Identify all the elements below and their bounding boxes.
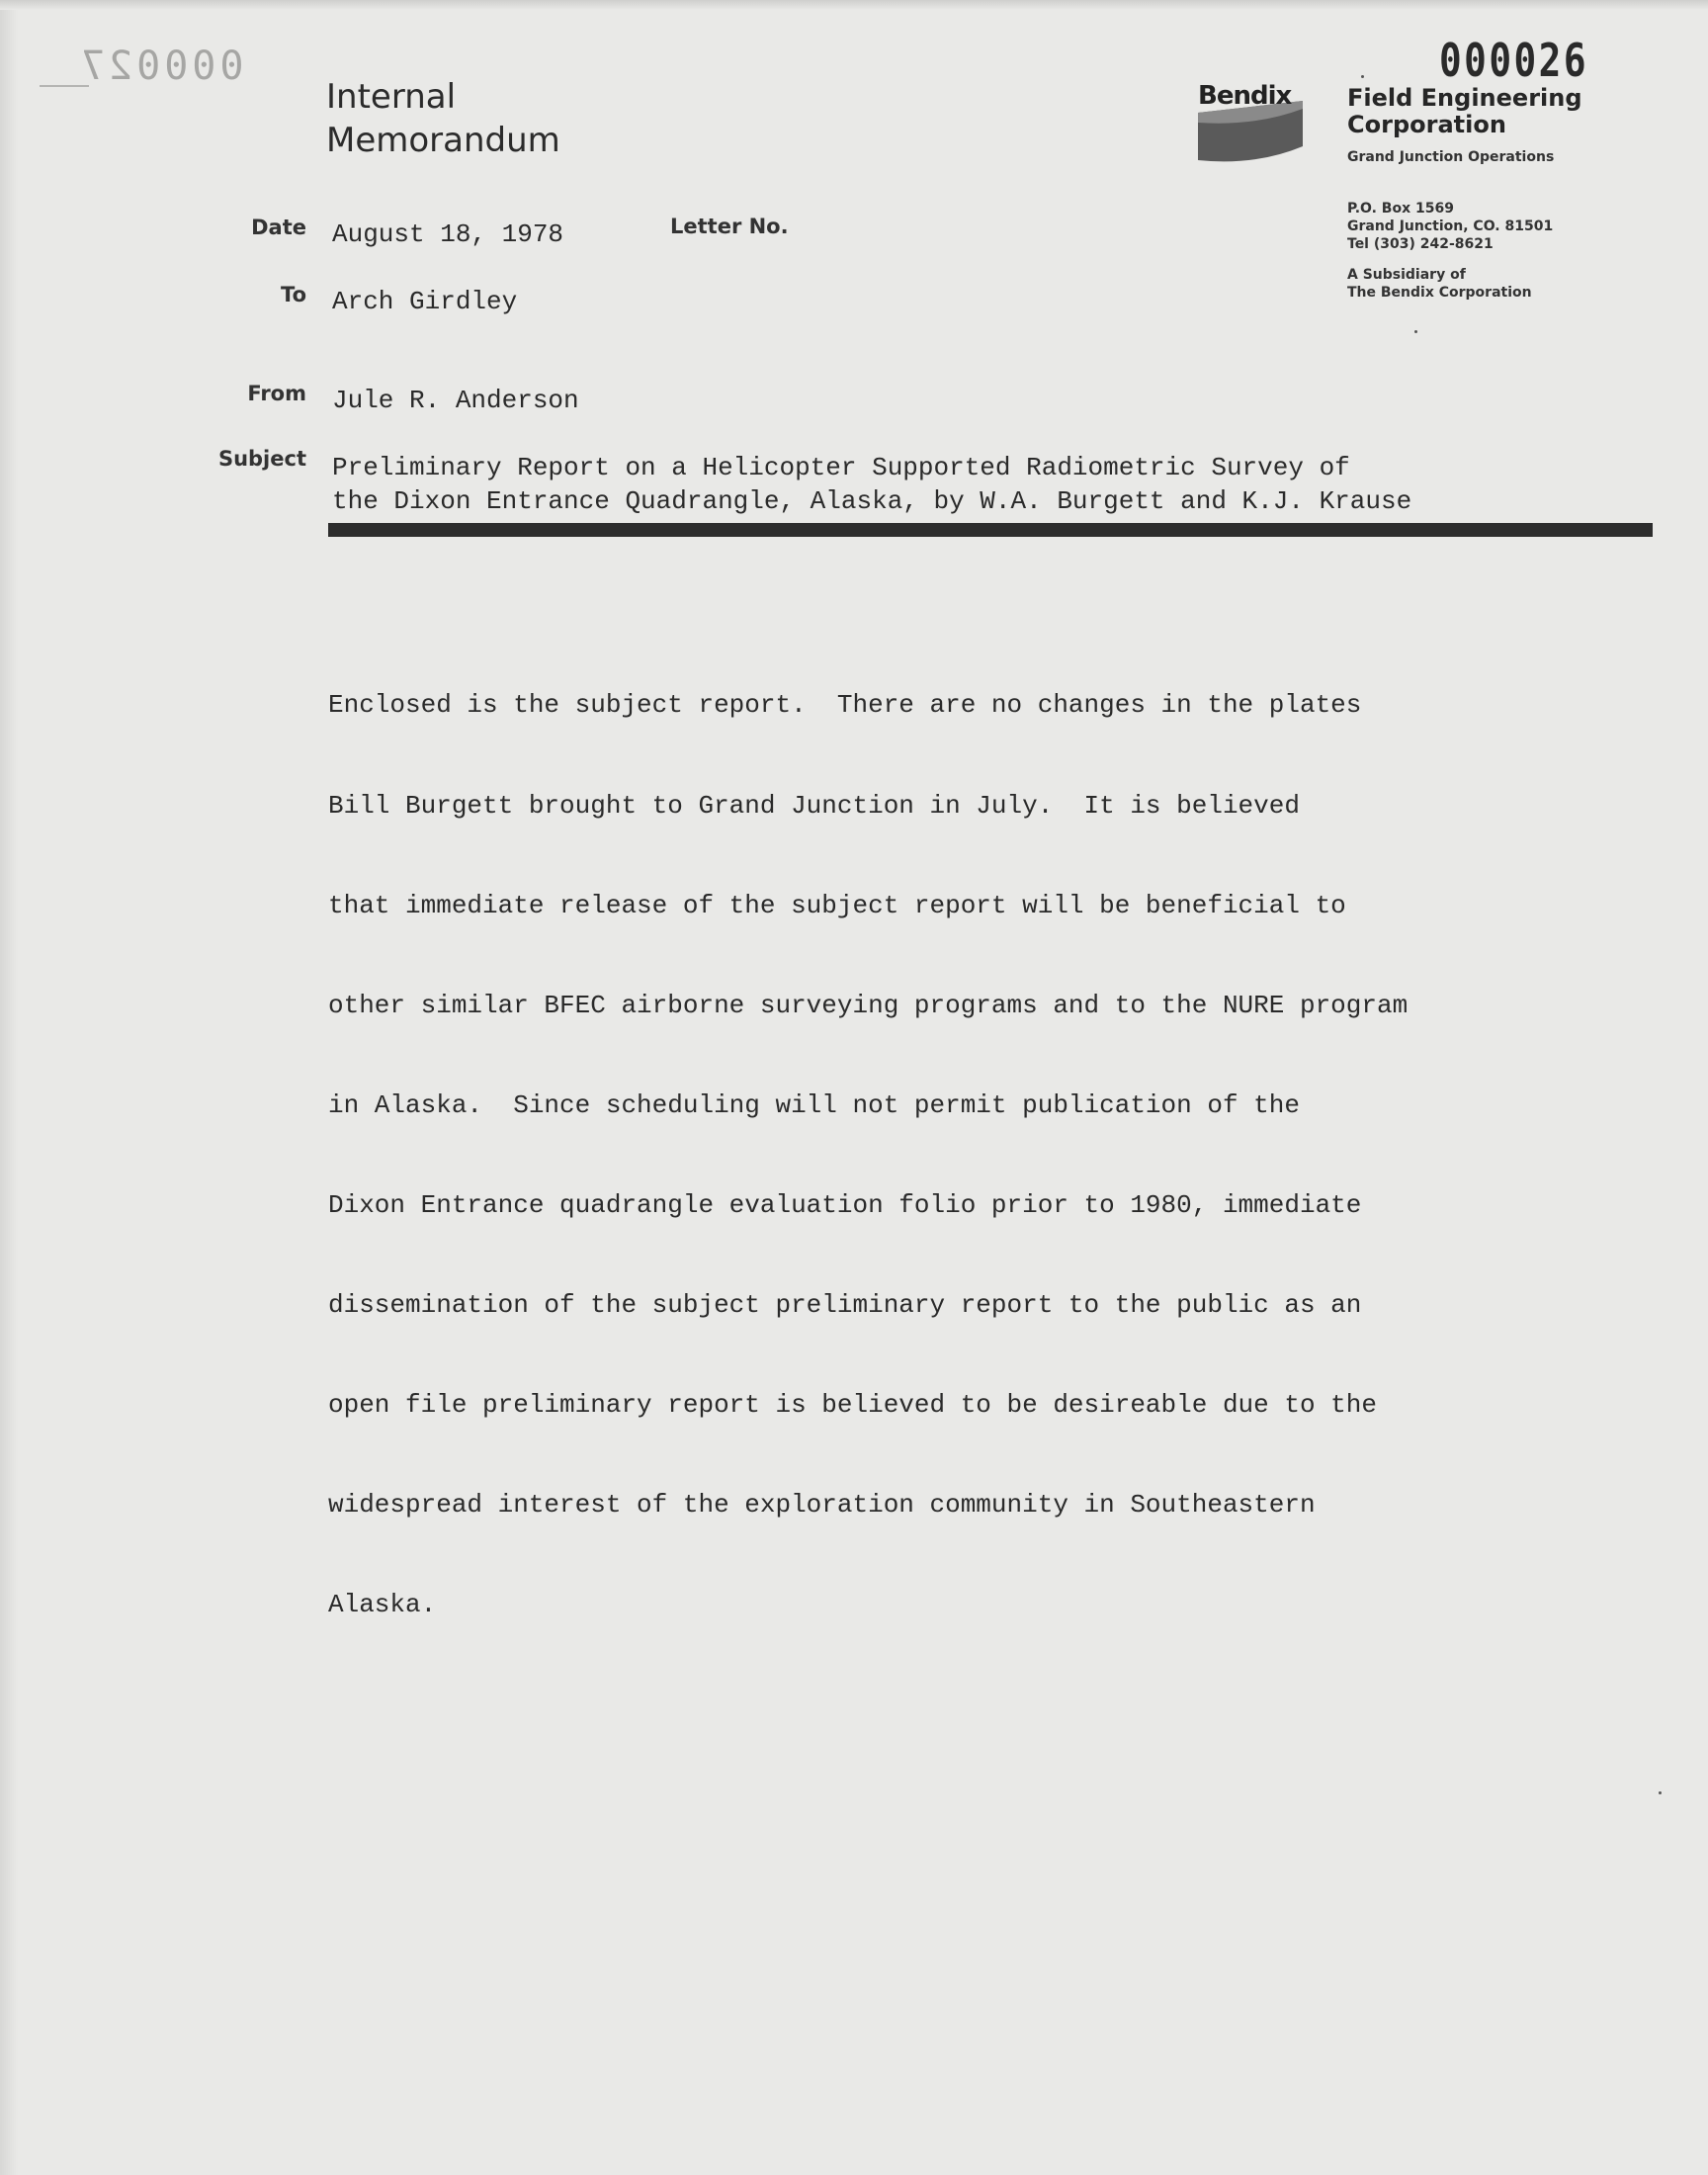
memo-title [326, 75, 560, 162]
memo-title-line2: Memorandum [326, 121, 560, 160]
body-line: dissemination of the subject preliminary report to the public as an [328, 1290, 1362, 1321]
body-line: Enclosed is the subject report. There are no changes in the plates [328, 690, 1362, 721]
address-line1: P.O. Box 1569 [1347, 201, 1454, 217]
body-line: that immediate release of the subject report will be beneficial to [328, 890, 1346, 920]
subject-label: Subject [217, 447, 306, 471]
subject-line2: the Dixon Entrance Quadrangle, Alaska, by W.A. Burgett and K.J. Krause [332, 486, 1412, 516]
company-name [1347, 85, 1582, 138]
body-line: in Alaska. Since scheduling will not permit publication of the [328, 1089, 1300, 1120]
subsidiary-line2: The Bendix Corporation [1347, 285, 1532, 301]
from-label: From [247, 382, 306, 405]
stamp-left-number: 000027 [77, 44, 244, 89]
body-line: widespread interest of the exploration community in Southeastern [328, 1490, 1316, 1521]
address-line2: Grand Junction, CO. 81501 [1347, 218, 1554, 234]
scan-edge-left [0, 0, 18, 2175]
scan-speck [1659, 1791, 1662, 1794]
address-phone: Tel (303) 242-8621 [1347, 236, 1494, 252]
company-subsidiary [1347, 266, 1532, 302]
scan-speck [1361, 75, 1364, 78]
company-division: Grand Junction Operations [1347, 149, 1555, 165]
body-line: other similar BFEC airborne surveying programs and to the NURE program [328, 990, 1409, 1020]
scan-edge-top [0, 0, 1708, 10]
to-label: To [281, 283, 306, 306]
stamp-right-number: 000026 [1439, 34, 1589, 87]
company-address [1347, 200, 1553, 253]
bendix-logo-text: Bendix [1198, 81, 1292, 111]
subject-divider [328, 523, 1653, 537]
date-label: Date [251, 216, 306, 239]
date-value: August 18, 1978 [332, 219, 564, 249]
subsidiary-line1: A Subsidiary of [1347, 267, 1466, 283]
memo-title-line1: Internal [326, 77, 457, 117]
memo-body [328, 623, 1408, 1690]
body-line: open file preliminary report is believed to be desireable due to the [328, 1390, 1377, 1421]
body-line: Dixon Entrance quadrangle evaluation folio prior to 1980, immediate [328, 1189, 1362, 1220]
letter-no-label: Letter No. [670, 215, 789, 238]
body-line: Alaska. [328, 1590, 437, 1620]
scan-speck [1414, 330, 1417, 333]
to-value: Arch Girdley [332, 287, 518, 316]
body-line: Bill Burgett brought to Grand Junction in July. It is believed [328, 790, 1300, 821]
subject-line1: Preliminary Report on a Helicopter Supported Radiometric Survey of [332, 453, 1350, 482]
from-value: Jule R. Anderson [332, 386, 579, 415]
company-name-line1: Field Engineering [1347, 84, 1582, 112]
company-name-line2: Corporation [1347, 111, 1506, 138]
